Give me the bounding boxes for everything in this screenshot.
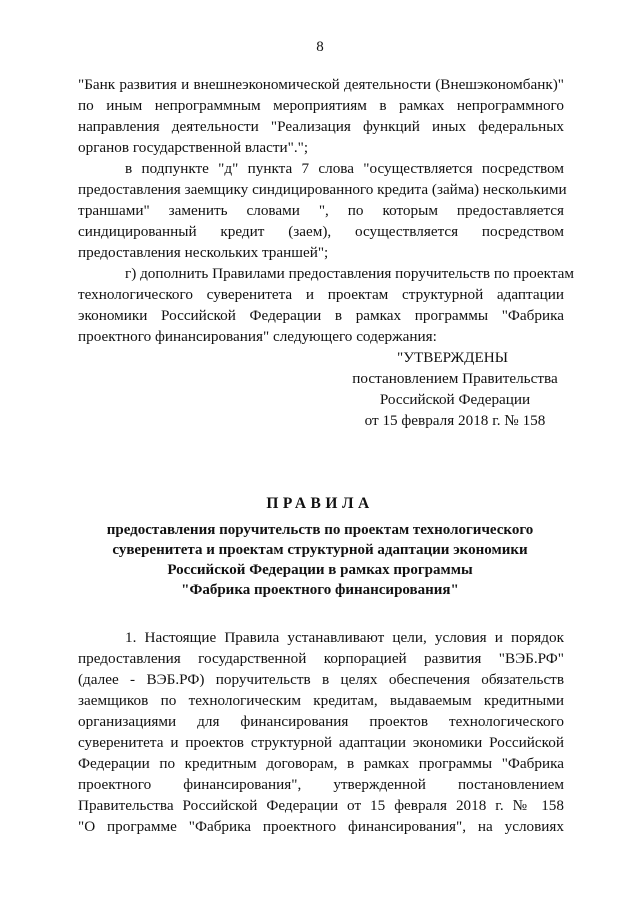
text-line: г) дополнить Правилами предоставления поручительств по проектам [125, 265, 574, 282]
paragraph-item-1 [78, 627, 564, 837]
text-line: предоставления заемщику синдицированного кредита (займа) несколькими [78, 181, 567, 198]
text-line: заемщиков по технологическим кредитам, выдаваемым кредитными [78, 692, 564, 709]
approval-line: постановлением Правительства [352, 370, 558, 387]
text-line: организациями для финансирования проектов технологического [78, 713, 564, 730]
text-line: траншами" заменить словами ", по которым предоставляется [78, 202, 564, 219]
approval-line: от 15 февраля 2018 г. № 158 [364, 412, 546, 429]
paragraph-subpoint-g [78, 263, 574, 347]
text-line: "Банк развития и внешнеэкономической деятельности (Внешэкономбанк)" [78, 76, 564, 93]
approval-line: Российской Федерации [379, 391, 531, 408]
rules-title: ПРАВИЛА [266, 495, 374, 512]
text-line: предоставления нескольких траншей"; [78, 244, 329, 261]
rules-subtitle [90, 520, 550, 600]
text-line: (далее - ВЭБ.РФ) поручительств в целях обеспечения обязательств [78, 671, 564, 688]
text-line: "О программе "Фабрика проектного финансирования", на условиях [78, 818, 564, 835]
paragraph-continuation [78, 74, 564, 158]
approval-block [345, 347, 565, 431]
text-line: технологического суверенитета и проектам структурной адаптации [78, 286, 564, 303]
approval-title: "УТВЕРЖДЕНЫ [397, 349, 509, 366]
text-line: 1. Настоящие Правила устанавливают цели, условия и порядок [125, 629, 564, 646]
subtitle-line: предоставления поручительств по проектам технологического [106, 522, 534, 538]
text-line: предоставления государственной корпорацией развития "ВЭБ.РФ" [78, 650, 564, 667]
text-line: по иным непрограммным мероприятиям в рамках непрограммного [78, 97, 564, 114]
text-line: проектного финансирования" следующего содержания: [78, 328, 437, 345]
text-line: проектного финансирования", утвержденной постановлением [78, 776, 564, 793]
paragraph-subpoint-d [78, 158, 567, 263]
text-line: суверенитета и проектов структурной адаптации экономики Российской [78, 734, 564, 751]
text-line: Правительства Российской Федерации от 15 февраля 2018 г. № 158 [78, 797, 564, 814]
subtitle-line: суверенитета и проектам структурной адаптации экономики [112, 542, 528, 558]
subtitle-line: "Фабрика проектного финансирования" [181, 582, 459, 598]
text-line: органов государственной власти"."; [78, 139, 309, 156]
text-line: синдицированный кредит (заем), осуществляется посредством [78, 223, 564, 240]
text-line: в подпункте "д" пункта 7 слова "осуществляется посредством [125, 160, 564, 177]
page-number: 8 [316, 39, 324, 55]
text-line: Федерации по кредитным договорам, в рамках программы "Фабрика [78, 755, 564, 772]
text-line: направления деятельности "Реализация функций иных федеральных [78, 118, 564, 135]
subtitle-line: Российской Федерации в рамках программы [167, 562, 473, 578]
text-line: экономики Российской Федерации в рамках программы "Фабрика [78, 307, 564, 324]
